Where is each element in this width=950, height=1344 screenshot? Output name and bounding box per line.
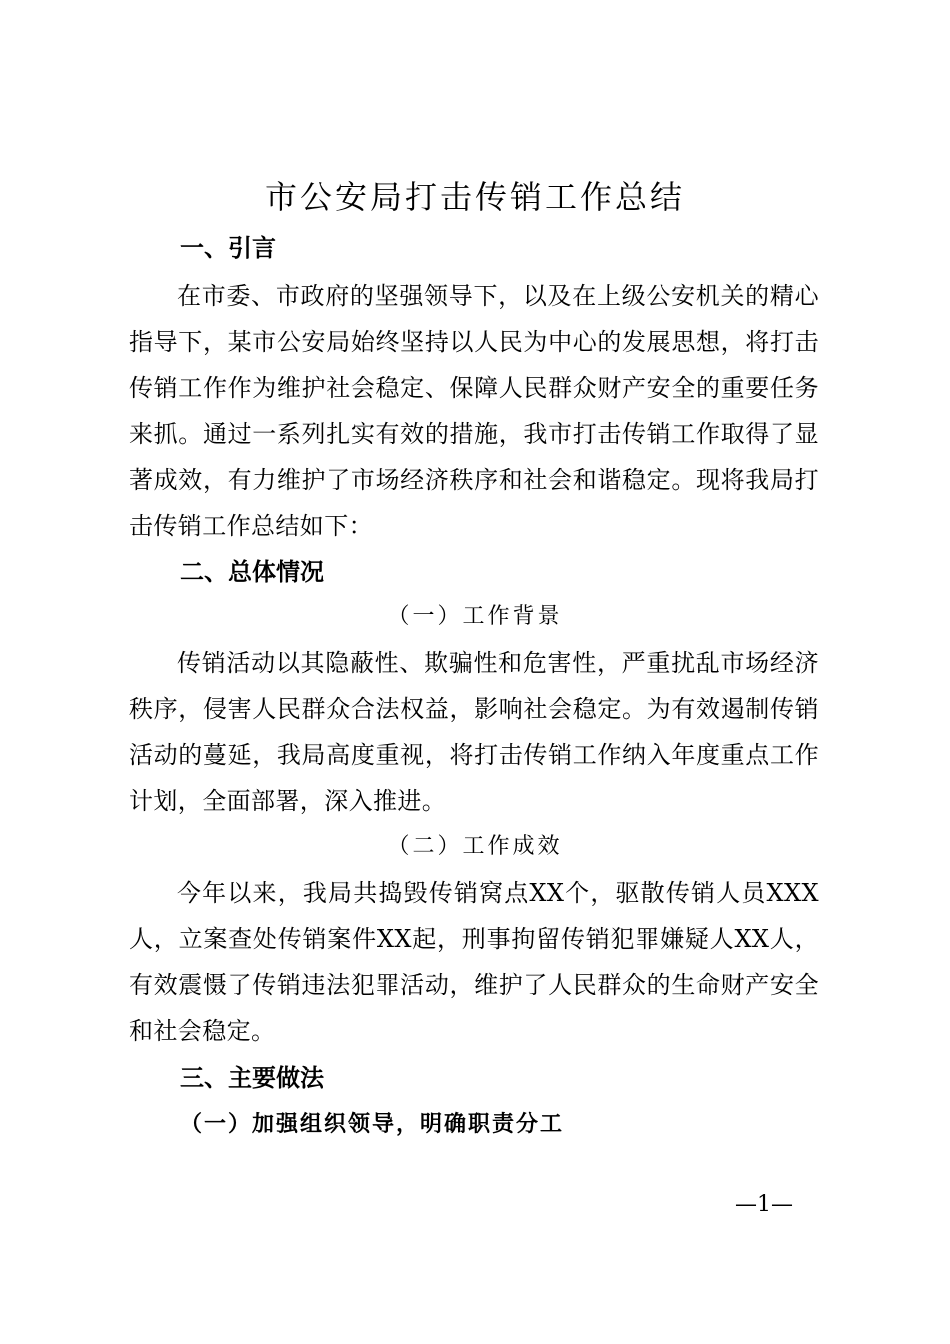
subsection-heading-background: （一）工作背景: [387, 604, 563, 629]
section-heading-intro: 一、引言: [180, 234, 276, 262]
section-heading-overview: 二、总体情况: [180, 558, 324, 586]
section-heading-methods: 三、主要做法: [180, 1064, 324, 1092]
results-paragraph: 今年以来，我局共捣毁传销窝点XX个，驱散传销人员XXX人，立案查处传销案件XX起，刑事拘留传销犯罪嫌疑人XX人，有效震慑了传销违法犯罪活动，维护了人民群众的生命财产安全和社会稳定。: [129, 879, 819, 1045]
background-paragraph: 传销活动以其隐蔽性、欺骗性和危害性，严重扰乱市场经济秩序，侵害人民群众合法权益，影响社会稳定。为有效遏制传销活动的蔓延，我局高度重视，将打击传销工作纳入年度重点工作计划，全面部署，深入推进。: [129, 649, 819, 815]
page-number: —1—: [735, 1192, 793, 1217]
subsection-heading-results: （二）工作成效: [387, 834, 563, 859]
document-title: 市公安局打击传销工作总结: [264, 178, 685, 216]
subsection-heading-organization: （一）加强组织领导，明确职责分工: [180, 1111, 565, 1137]
intro-paragraph: 在市委、市政府的坚强领导下，以及在上级公安机关的精心指导下，某市公安局始终坚持以人民为中心的发展思想，将打击传销工作作为维护社会稳定、保障人民群众财产安全的重要任务来抓。通过一系列扎实有效的措施，我市打击传销工作取得了显著成效，有力维护了市场经济秩序和社会和谐稳定。现将我局打击传销工作总结如下：: [129, 282, 819, 540]
